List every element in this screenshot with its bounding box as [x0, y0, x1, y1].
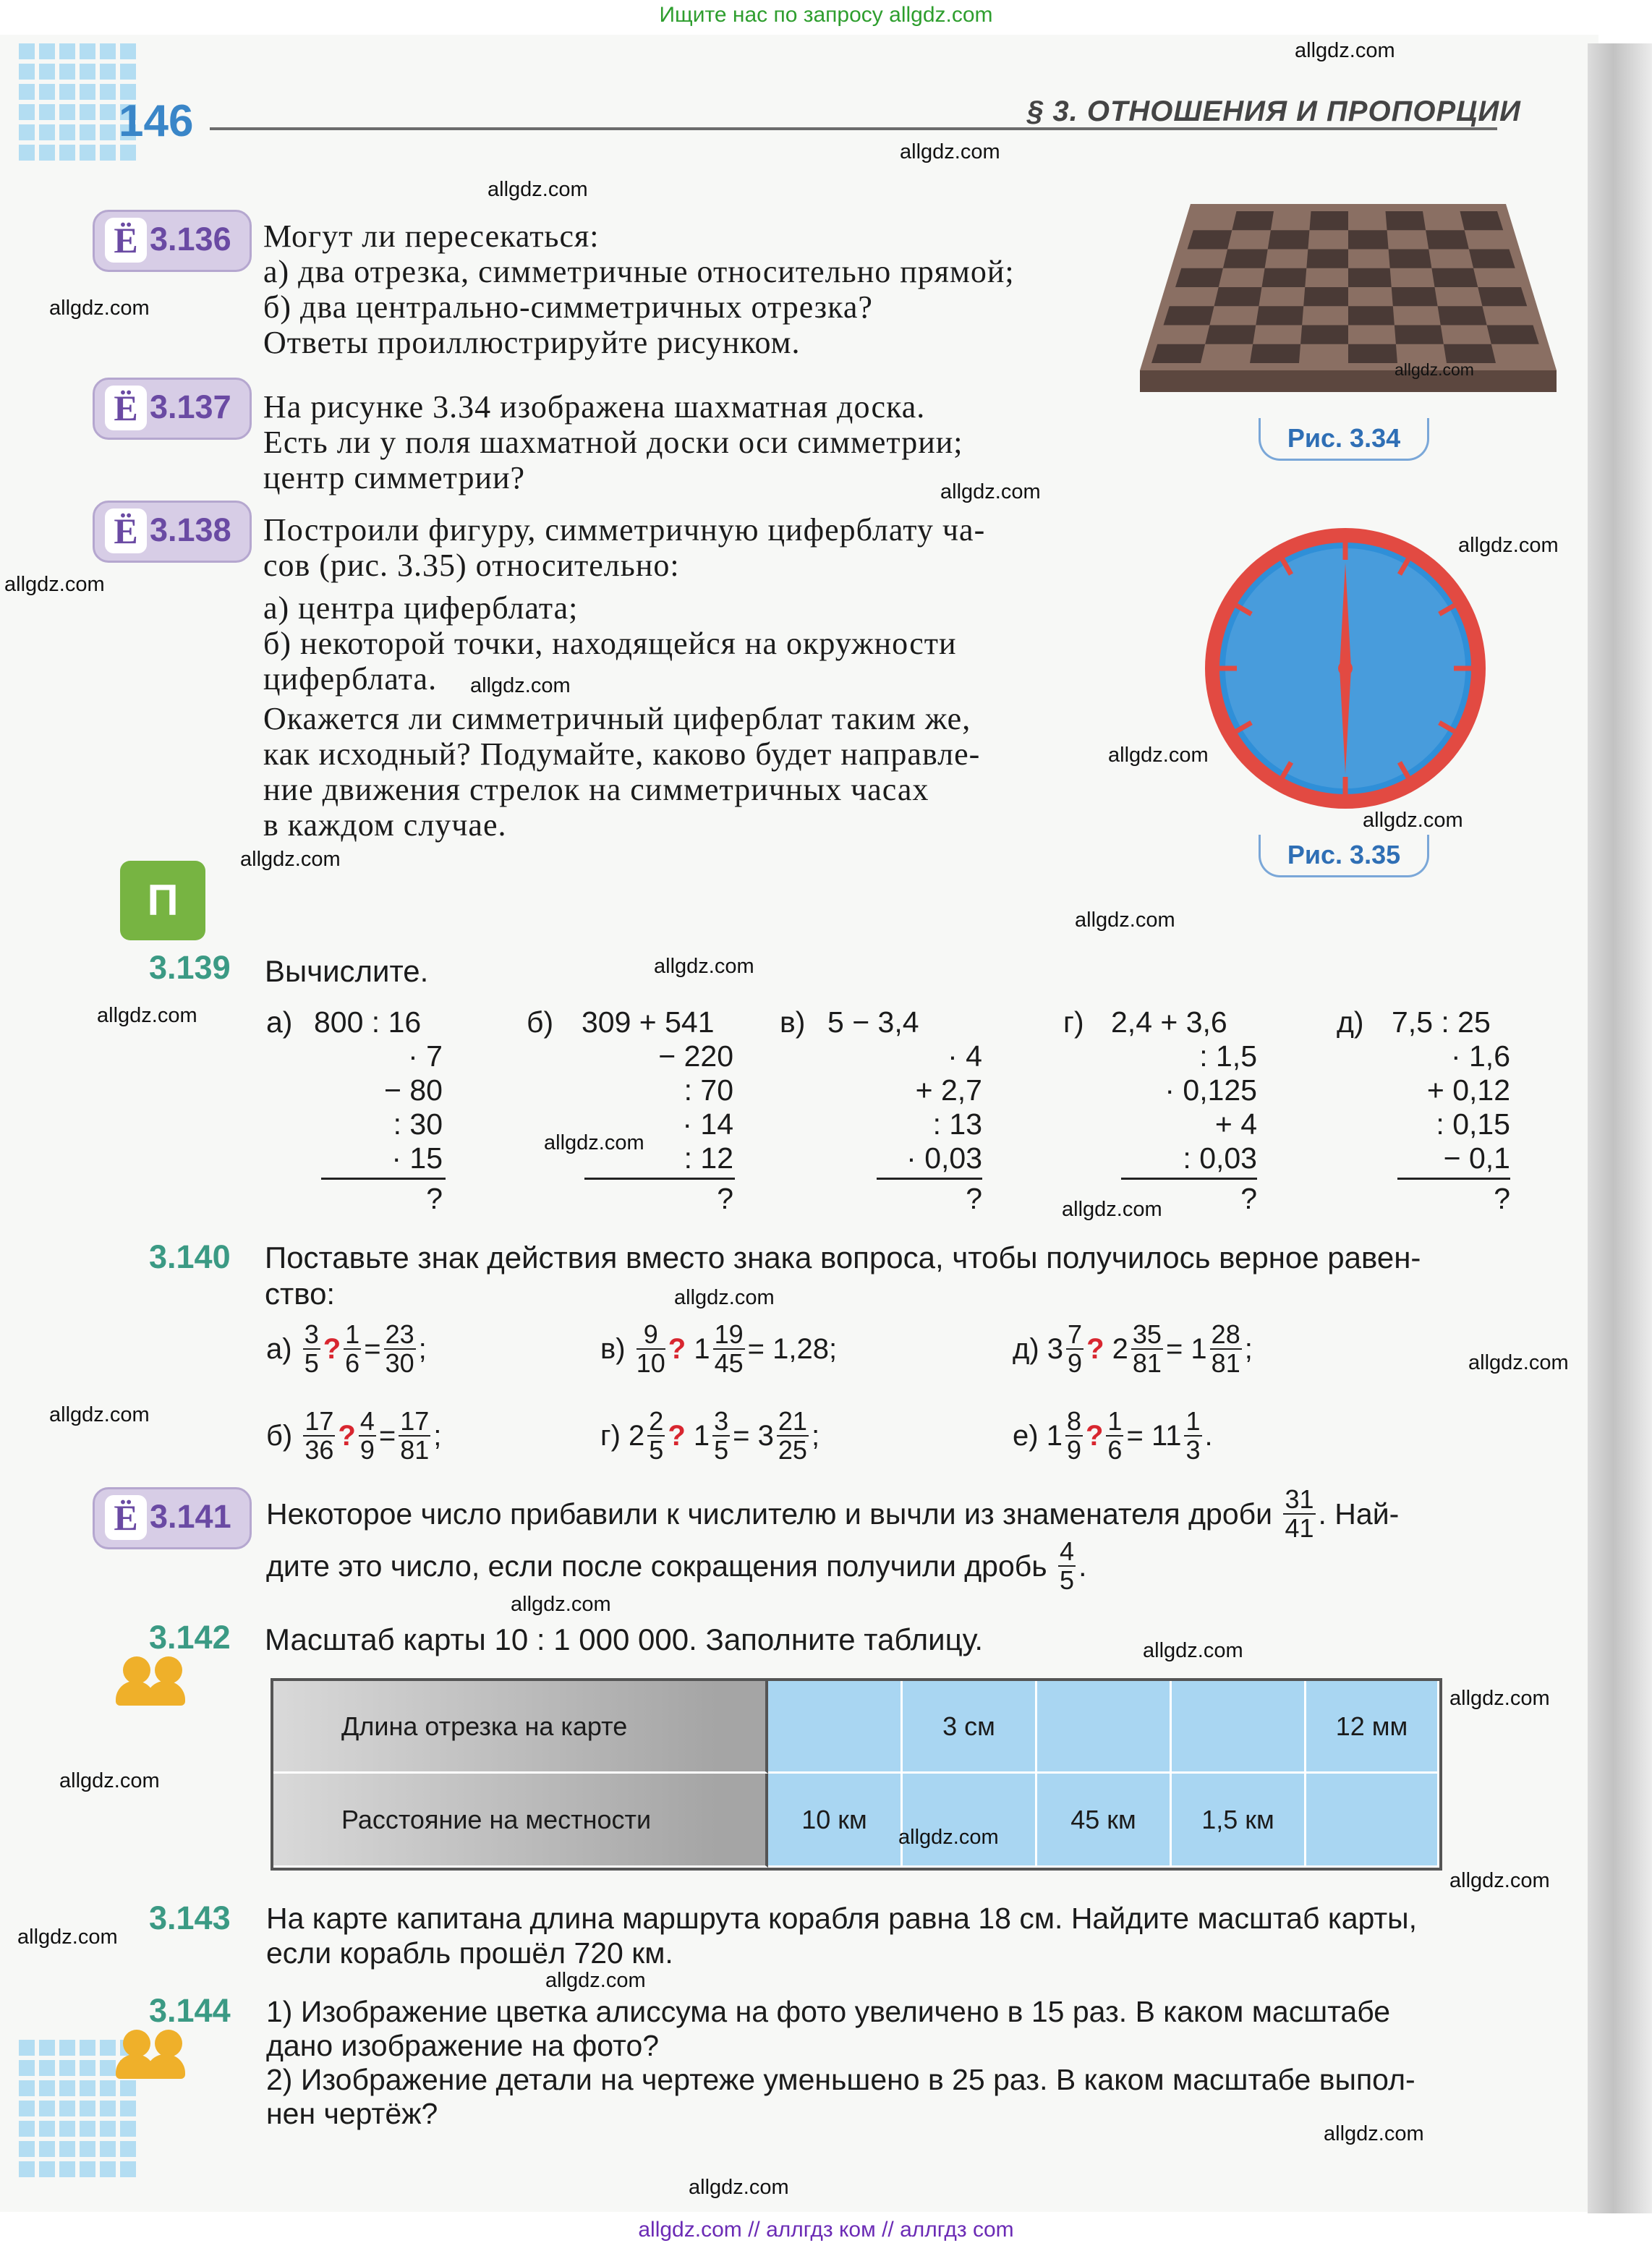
fraction: $\frac{23}{30}$ [385, 1319, 414, 1378]
fraction: $\frac{8}{9}$ [1066, 1406, 1081, 1465]
fraction: $\frac{4}{9}$ [359, 1406, 375, 1465]
fraction: $\frac{3}{5}$ [304, 1319, 319, 1378]
watermark: allgdz.com [1458, 534, 1559, 557]
chess-square [1268, 230, 1310, 249]
table-row-header: Расстояние на местности [273, 1774, 768, 1868]
chess-square [1431, 268, 1478, 287]
problem-badge-3-141 [93, 1487, 252, 1549]
fraction: $\frac{3}{5}$ [714, 1406, 729, 1465]
pair-work-icon [116, 1656, 185, 1707]
chess-square [1306, 250, 1348, 268]
result-line [321, 1178, 446, 1180]
problem-number: 3.141 [150, 1498, 231, 1535]
chess-square [1460, 211, 1504, 230]
chess-square [1303, 287, 1348, 306]
watermark: allgdz.com [1108, 744, 1209, 767]
chess-square [1348, 268, 1392, 287]
table-cell[interactable]: 1,5 км [1172, 1774, 1306, 1868]
chess-square [1426, 230, 1469, 249]
chess-square [1309, 211, 1348, 230]
table-cell[interactable] [768, 1681, 903, 1774]
watermark: allgdz.com [545, 1969, 646, 1992]
problem-badge-3-137 [93, 378, 252, 440]
clock-figure [1201, 524, 1490, 813]
watermark: allgdz.com [654, 955, 754, 978]
fraction: $\frac{1}{3}$ [1185, 1406, 1201, 1465]
figure-caption-3-35: Рис. 3.35 [1259, 835, 1429, 877]
watermark: allgdz.com [511, 1593, 611, 1616]
fraction: $\frac{9}{10}$ [636, 1319, 665, 1378]
watermark: allgdz.com [674, 1286, 775, 1309]
fraction: $\frac{31}{41}$ [1285, 1484, 1314, 1543]
problem-3-139-title: Вычислите. [265, 954, 429, 988]
chess-square [1395, 325, 1444, 344]
fraction: $\frac{17}{81}$ [400, 1406, 430, 1465]
figure-caption-3-34: Рис. 3.34 [1259, 418, 1429, 461]
chapter-title: § 3. ОТНОШЕНИЯ И ПРОПОРЦИИ [1027, 95, 1521, 127]
fraction: $\frac{19}{45}$ [714, 1319, 744, 1378]
watermark: allgdz.com [1468, 1351, 1569, 1374]
chess-square [1348, 344, 1397, 363]
equation-a: а) $\frac{3}{5}$ ? $\frac{1}{6}$ = $\frac{23}{30}$ ; [266, 1319, 427, 1378]
chess-square [1164, 306, 1214, 325]
table-cell[interactable]: 12 мм [1306, 1681, 1439, 1774]
fraction: $\frac{35}{81}$ [1132, 1319, 1162, 1378]
watermark: allgdz.com [1143, 1639, 1243, 1662]
chess-square [1175, 268, 1223, 287]
pair-work-icon [116, 2030, 185, 2080]
table-cell[interactable] [1037, 1681, 1172, 1774]
watermark: allgdz.com [1075, 909, 1175, 932]
problem-3-140-text: Поставьте знак действия вместо знака вопроса, чтобы получилось верное равен- ство: [265, 1241, 1421, 1311]
table-cell[interactable] [903, 1774, 1037, 1868]
chess-square [1188, 230, 1232, 249]
chess-square [1469, 250, 1515, 268]
result-line [1397, 1178, 1510, 1180]
fraction: $\frac{28}{81}$ [1211, 1319, 1240, 1378]
question-mark: ? [1086, 1332, 1104, 1365]
chess-square [1392, 287, 1438, 306]
watermark: allgdz.com [1449, 1687, 1550, 1710]
result-line [584, 1178, 735, 1180]
problem-3-143-text: На карте капитана длина маршрута корабля равна 18 см. Найдите масштаб карты, если корабль прошёл 720 км. [266, 1902, 1418, 1970]
result-line [877, 1178, 982, 1180]
equation-e: е) 1 $\frac{8}{9}$ ? $\frac{1}{6}$ = 11 $\frac{1}{3}$ . [1013, 1406, 1213, 1465]
watermark: allgdz.com [940, 480, 1041, 503]
problem-3-144-text: 1) Изображение цветка алиссума на фото увеличено в 15 раз. В каком масштабе дано изображение на фото? 2) Изображение детали на чертеже уменьшено в 25 раз. В каком масштабе выпол- нен чертёж? [266, 1995, 1415, 2130]
question-mark: ? [338, 1419, 356, 1452]
chess-square [1250, 344, 1300, 363]
fraction: $\frac{7}{9}$ [1068, 1319, 1083, 1378]
question-mark: ? [668, 1419, 686, 1452]
problem-number-3-143: 3.143 [149, 1899, 231, 1936]
problem-badge-3-136 [93, 210, 252, 272]
watermark: allgdz.com [900, 140, 1000, 163]
page-number: 146 [119, 96, 194, 146]
fraction: $\frac{17}{36}$ [305, 1406, 334, 1465]
chess-square [1478, 287, 1527, 306]
chess-square [1205, 325, 1256, 344]
problem-number: 3.138 [150, 511, 231, 548]
chess-square [1223, 250, 1268, 268]
table-cell[interactable]: 45 км [1037, 1774, 1172, 1868]
chess-square [1262, 268, 1307, 287]
problem-3-137-text: На рисунке 3.34 изображена шахматная доска. Есть ли у поля шахматной доски оси симметрии; центр симметрии? [263, 389, 963, 495]
chess-square [1214, 287, 1262, 306]
problem-3-141-line2: дите это число, если после сокращения получили дробь $\frac{4}{5}$ . [266, 1536, 1087, 1595]
footer-links[interactable]: allgdz.com // аллгдз ком // аллгдз com [638, 2218, 1014, 2242]
table-cell[interactable] [1306, 1774, 1439, 1868]
problem-number-3-140: 3.140 [149, 1238, 231, 1275]
watermark: allgdz.com [49, 297, 150, 320]
chess-square [1232, 211, 1274, 230]
watermark: allgdz.com [97, 1004, 197, 1027]
problem-number-3-139: 3.139 [149, 949, 231, 986]
fraction: $\frac{4}{5}$ [1060, 1536, 1075, 1595]
top-banner[interactable]: Ищите нас по запросу allgdz.com [659, 3, 993, 27]
problem-3-138-text: Построили фигуру, симметричную циферблату ча- сов (рис. 3.35) относительно: а) центра циферблата; б) некоторой точки, находящейся на окружности циферблата. Окажется ли симметричный циферблат таким же, как исходный? Подумайте, каково будет направле- ние движения стрелок на симметричных часах в каждом случае. [263, 512, 986, 843]
problem-3-142-title: Масштаб карты 10 : 1 000 000. Заполните таблицу. [265, 1622, 984, 1656]
watermark: allgdz.com [1395, 360, 1474, 379]
equation-b: б) $\frac{17}{36}$ ? $\frac{4}{9}$ = $\frac{17}{81}$ ; [266, 1406, 442, 1465]
equation-g: г) 2 $\frac{2}{5}$ ? 1 $\frac{3}{5}$ = 3 $\frac{21}{25}$ ; [600, 1406, 820, 1465]
chess-square [1386, 211, 1426, 230]
table-cell[interactable]: 10 км [768, 1774, 903, 1868]
repetition-section-icon: П [120, 861, 205, 940]
page-fold-shadow [1588, 43, 1652, 2213]
table-cell[interactable] [1172, 1681, 1306, 1774]
watermark: allgdz.com [49, 1403, 150, 1426]
watermark: allgdz.com [544, 1131, 644, 1154]
bookmark-icon: Ё [105, 218, 147, 263]
watermark: allgdz.com [470, 674, 571, 697]
question-mark: ? [668, 1332, 686, 1365]
problem-badge-3-138 [93, 501, 252, 563]
watermark: allgdz.com [898, 1826, 999, 1849]
watermark: allgdz.com [59, 1769, 160, 1792]
question-mark: ? [1085, 1419, 1104, 1452]
table-row-header: Длина отрезка на карте [273, 1681, 768, 1774]
watermark: allgdz.com [1363, 809, 1463, 832]
fraction: $\frac{1}{6}$ [345, 1319, 360, 1378]
chess-square [1256, 306, 1303, 325]
problem-3-141-line1: Некоторое число прибавили к числителю и вычли из знаменателя дроби $\frac{31}{41}$ . Най- [266, 1484, 1400, 1543]
chess-square [1151, 344, 1205, 363]
fraction: $\frac{21}{25}$ [778, 1406, 807, 1465]
chess-square [1389, 250, 1432, 268]
watermark: allgdz.com [4, 573, 105, 596]
bookmark-icon: Ё [105, 1495, 147, 1540]
chess-square [1438, 306, 1487, 325]
problem-number: 3.137 [150, 388, 231, 425]
table-cell[interactable]: 3 см [903, 1681, 1037, 1774]
bookmark-icon: Ё [105, 509, 147, 553]
result-line [1121, 1178, 1257, 1180]
problem-3-136-text: Могут ли пересекаться: а) два отрезка, симметричные относительно прямой; б) два центрально-симметричных отрезка? Ответы проиллюстрируйте рисунком. [263, 218, 1015, 360]
problem-number-3-144: 3.144 [149, 1992, 231, 2029]
watermark: allgdz.com [487, 178, 588, 201]
chess-square [1348, 306, 1395, 325]
watermark: allgdz.com [1062, 1198, 1162, 1221]
chess-square [1348, 230, 1389, 249]
problem-number: 3.136 [150, 221, 231, 258]
question-mark: ? [323, 1332, 341, 1365]
watermark: allgdz.com [689, 2176, 789, 2199]
bookmark-icon: Ё [105, 386, 147, 430]
watermark: allgdz.com [17, 1926, 118, 1949]
equation-v: в) $\frac{9}{10}$ ? 1 $\frac{19}{45}$ = 1,28 ; [600, 1319, 838, 1378]
chess-square [1300, 325, 1348, 344]
watermark: allgdz.com [1295, 39, 1395, 62]
watermark: allgdz.com [1324, 2122, 1424, 2145]
watermark: allgdz.com [1449, 1869, 1550, 1892]
watermark: allgdz.com [240, 848, 341, 871]
scale-table [271, 1678, 1442, 1871]
equation-d: д) 3 $\frac{7}{9}$ ? 2 $\frac{35}{81}$ = 1 $\frac{28}{81}$ ; [1013, 1319, 1253, 1378]
problem-number-3-142: 3.142 [149, 1619, 231, 1656]
chess-square [1487, 325, 1539, 344]
fraction: $\frac{2}{5}$ [649, 1406, 664, 1465]
chessboard-figure [1140, 200, 1557, 395]
fraction: $\frac{1}{6}$ [1107, 1406, 1123, 1465]
